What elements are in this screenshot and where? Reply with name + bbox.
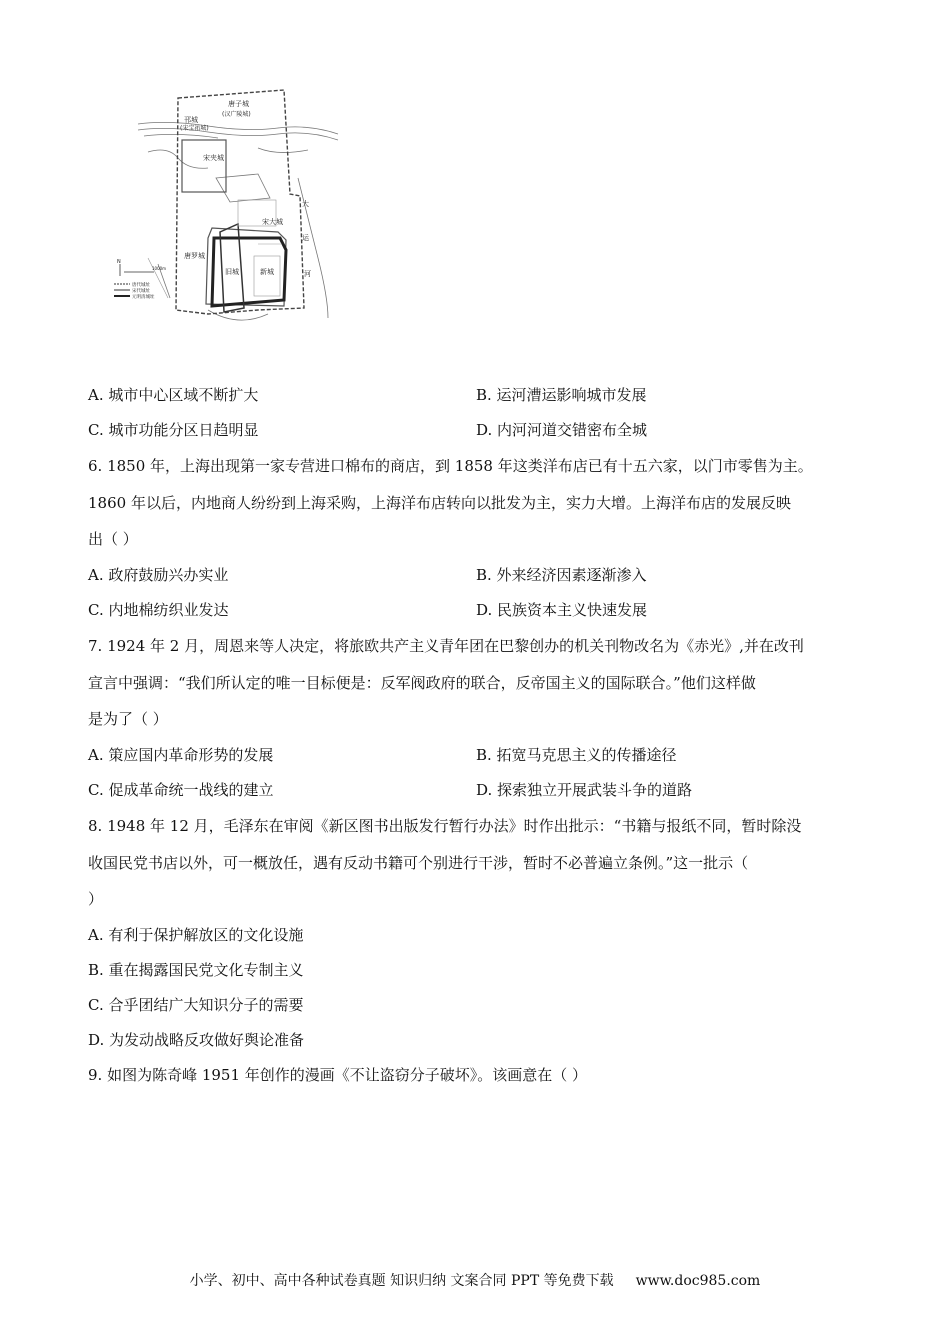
label-he: 河 [304, 270, 311, 278]
q7-option-b: B. 拓宽马克思主义的传播途径 [476, 746, 677, 764]
scale-bar [124, 266, 166, 272]
q6-option-a: A. 政府鼓励兴办实业 [88, 566, 229, 584]
q5-option-c: C. 城市功能分区日趋明显 [88, 421, 259, 439]
q6-option-b: B. 外来经济因素逐渐渗入 [476, 566, 647, 584]
label-xincheng: 新城 [260, 268, 274, 276]
yangzhou-city-map-figure [108, 78, 348, 350]
page-footer [0, 1270, 950, 1290]
svg-text:N: N [117, 259, 121, 265]
map-legend [114, 281, 155, 300]
q6-stem-line1: 6. 1850 年，上海出现第一家专营进口棉布的商店，到 1858 年这类洋布店已有十五六家，以门市零售为主。 [88, 457, 813, 475]
label-songbaoyou: (宋宝祐城) [180, 125, 209, 132]
north-arrow [117, 259, 121, 276]
q7-stem-line2: 宣言中强调：“我们所认定的唯一目标便是：反军阀政府的联合，反帝国主义的国际联合。”他们这样做 [88, 674, 756, 692]
q5-option-a: A. 城市中心区域不断扩大 [88, 386, 259, 404]
q6-stem-line3: 出（ ） [88, 530, 138, 548]
q8-option-b: B. 重在揭露国民党文化专制主义 [88, 961, 304, 979]
label-yun: 运 [302, 234, 309, 242]
q6-stem-line2: 1860 年以后，内地商人纷纷到上海采购，上海洋布店转向以批发为主，实力大增。上海洋布店的发展反映 [88, 494, 791, 512]
q5-option-d: D. 内河河道交错密布全城 [476, 421, 648, 439]
q7-stem-line3: 是为了（ ） [88, 710, 168, 728]
q8-stem-line3: ） [88, 890, 104, 908]
q5-option-b: B. 运河漕运影响城市发展 [476, 386, 647, 404]
q8-option-c: C. 合乎团结广大知识分子的需要 [88, 996, 304, 1014]
legend-tang: 唐代城址 [132, 283, 150, 288]
svg-text:1000m: 1000m [152, 266, 167, 271]
label-tangzicheng: 唐子城 [228, 100, 249, 108]
label-hanguangling: (汉广陵城) [222, 111, 251, 118]
footer-text: 小学、初中、高中各种试卷真题 知识归纳 文案合同 PPT 等免费下载 [189, 1273, 614, 1289]
legend-yuan-ming-qing: 元明清城址 [132, 295, 155, 300]
label-songjiacheng: 宋夹城 [203, 154, 224, 162]
label-da: 大 [302, 200, 309, 208]
map-labels [180, 99, 311, 278]
q6-option-d: D. 民族资本主义快速发展 [476, 601, 648, 619]
q7-option-a: A. 策应国内革命形势的发展 [88, 746, 274, 764]
q8-option-a: A. 有利于保护解放区的文化设施 [88, 926, 304, 944]
label-jiucheng: 旧城 [225, 268, 239, 276]
q8-option-d: D. 为发动战略反攻做好舆论准备 [88, 1031, 305, 1049]
q7-stem-line1: 7. 1924 年 2 月，周恩来等人决定，将旅欧共产主义青年团在巴黎创办的机关刊物改名为《赤光》,并在改刊 [88, 637, 804, 655]
q8-stem-line1: 8. 1948 年 12 月，毛泽东在审阅《新区图书出版发行暂行办法》时作出批示：“书籍与报纸不同，暂时除没 [88, 817, 802, 835]
q8-stem-line2: 收国民党书店以外，可一概放任，遇有反动书籍可个别进行干涉，暂时不必普遍立条例。”这一批示（ [88, 854, 749, 872]
q6-option-c: C. 内地棉纺织业发达 [88, 601, 229, 619]
label-yucheng: 邗城 [184, 116, 198, 124]
q7-option-d: D. 探索独立开展武装斗争的道路 [476, 781, 693, 799]
q7-option-c: C. 促成革命统一战线的建立 [88, 781, 274, 799]
label-tangluocheng: 唐罗城 [184, 252, 205, 260]
footer-url[interactable]: www.doc985.com [635, 1273, 761, 1289]
legend-song: 宋代城址 [132, 289, 150, 294]
q9-stem-line1: 9. 如图为陈奇峰 1951 年创作的漫画《不让盗窃分子破坏》。该画意在（ ） [88, 1066, 588, 1084]
song-dacheng-outline [206, 228, 286, 306]
label-songdacheng: 宋大城 [262, 218, 283, 226]
